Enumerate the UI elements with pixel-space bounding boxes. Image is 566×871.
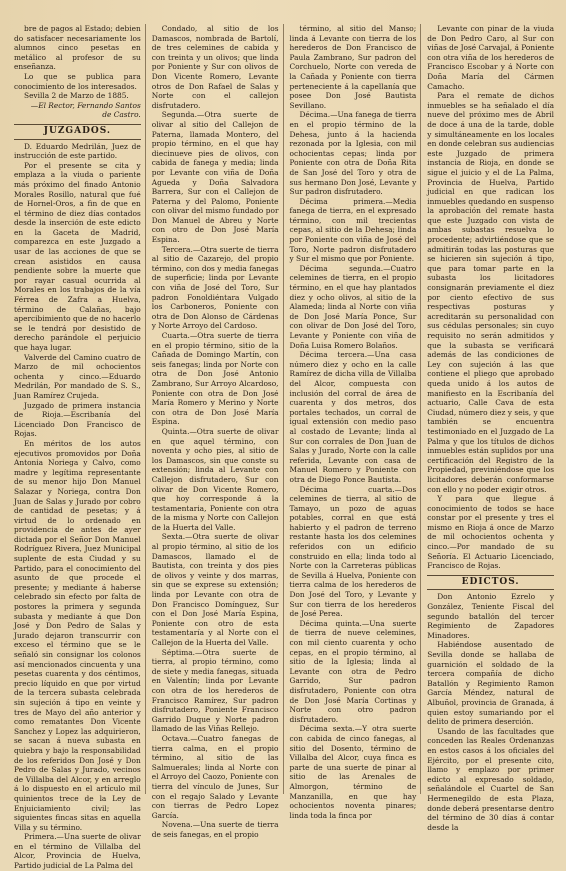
column-4	[427, 24, 554, 832]
paragraph: Habiéndose ausentado de Sevilla donde se hallaba de guarnición el soldado de la tercera compañía de dicho Batallón y Regimiento Ramon García Méndez, natural de Albuñol, provincia de Granada, á quien estoy sumariando por el delito de primera deserción.	[427, 640, 554, 727]
paragraph: Décima sexta.—Y otra suerte con cabida de cinco fanegas, al sitio del Dosento, término de Villalba del Alcor, cuya finca es parte de una suerte de pinar al sitio de las Arenales de Almorgon, término de Manzanilla, en que hay ochocientos noventa pinares; linda toda la finca por	[289, 724, 417, 820]
date-line: Sevilla 2 de Marzo de 1885.	[24, 91, 129, 101]
paragraph: Novena.—Una suerte de tierra de seis fanegas, en el propio	[151, 820, 279, 839]
signature: —El Rector, Fernando Santos de Castro.	[30, 100, 141, 120]
paragraph: Octava.—Cuatro fanegas de tierra calma, en el propio término, al sitio de las Salmuerales; linda al Norte con el Arroyo del Caozo, Poniente con tierra del vínculo de Junes, Sur con el regajo Salado y Levante con tierras de Pedro Lopez García.	[151, 733, 279, 820]
text-columns	[14, 24, 554, 871]
paragraph: Décima cuarta.—Dos celemines de tierra, al sitio de Tamayo, un pozo de aguas potables, corral en que está habierto y el padron de terreno restante hasta los dos celemines referidos con un edificio construido en ella; linda todo al Norte con la Carreteras públicas de Sevilla á Huelva, Poniente con tierra calma de los herederos de Don José del Toro, y Levante y Sur con tierra de los herederos de José Perea.	[289, 484, 417, 619]
paragraph: Tercera.—Otra suerte de tierra al sitio de Cazarejo, del propio término, con dos y media fanegas de superficie; linda por Levante con viña de José del Toro, Sur padron Fonoldiéntara Vulgado los Carboneros, Poniente con otra de Don Alonso de Cárdenas y Norte Arroyo del Cardoso.	[151, 244, 279, 331]
column-3	[289, 24, 422, 820]
paragraph: Juzgado de primera instancia de Rioja.—Escribanía del Licenciado Don Francisco de Rojas.	[14, 400, 141, 439]
paragraph: Quinta.—Otra suerte de olivar en que aquel término, con noventa y ocho pies, al sitio de los Damascos, sin que conste su extensión; linda al Levante con Callejon disfrutadero, Sur con olivar de Don Vicente Romero, que hoy corresponde á la testamentaria, Poniente con otra de la misma y Norte con Callejon de la Huerta del Valle.	[151, 426, 279, 532]
paragraph: Cuarta.—Otra suerte de tierra en el propio término, sitio de la Cañada de Domingo Martín, con seis fanegas; linda por Norte con otra de Don José Antonio Zambrano, Sur Arroyo Alcardoso, Poniente con otra de Don José María Romero y Merino y Norte con otra de Don José María Espina.	[151, 331, 279, 427]
column-1	[14, 24, 146, 871]
paragraph: Y para que llegue á conocimiento de todos se hace constar por el presente y tres el mismo en Rioja á once de Marzo de mil ochocientos ochenta y cinco.—Por mandado de su Señoría. El Actuario Licenciado, Francisco de Rojas.	[427, 494, 554, 571]
paragraph: Décima.—Una fanega de tierra en el propio término de la Dehesa, junto á la hacienda rezonada por la Iglesia, con mil ochocientas cepas; linda por Poniente con otra de Doña Rita de San José del Toro y otra de sus hermano Don José, Levante y Sur padron disfrutadero.	[289, 110, 417, 197]
paragraph: Décima segunda.—Cuatro celemines de tierra, en el propio término, en el que hay plantados diez y ocho olivos, al sitio de la Alameda; linda al Norte con viña de Don José María Ponce, Sur con olivar de Don José del Toro, Levante y Poniente con viña de Doña Luisa Romero Bolaños.	[289, 263, 417, 350]
paragraph: Por el presente se cita y emplaza a la viuda o pariente más próximo del finado Antonio Morales Rosillo, natural que fué de Hornel-Oros, a fin de que en el término de diez días contados desde la inserción de este edicto en la Gaceta de Madrid, comparezca en este Juzgado a usar de las acciones de que se crean asistidos en causa pendiente sobre la muerte que por rayar casual ocurrida al Morales en los trabajos de la vía Férrea de Zafra a Huelva, término de Calañas, bajo apercibimiento que de no hacerlo se le tendrá por desistido de derecho parándole el perjuicio que haya lugar.	[14, 160, 141, 352]
paragraph: D. Eduardo Medrilán, Juez de instrucción de este partido.	[14, 141, 141, 161]
paragraph: Levante con pinar de la viuda de Don Pedro Caro, al Sur con viñas de José Carvajal, á Poniente con otra viña de los herederos de Francisco Escobar y á Norte con Doña María del Cármen Camacho.	[427, 24, 554, 91]
paragraph: Primera.—Una suerte de olivar en el término de Villalba del Alcor, Provincia de Huelva, Partido judicial de La Palma del	[14, 832, 141, 871]
paragraph: Valverde del Camino cuatro de Marzo de mil ochocientos ochenta y cinco.—Eduardo Medrilán, Por mandado de S. S., Juan Ramírez Crujeda.	[14, 352, 141, 400]
paragraph: Séptima.—Otra suerte de tierra, al propio término, como de siete y media fanegas, situada en Valentín; linda por Levante con otra de los herederos de Francisco Ramírez, Sur padron disfrutadero, Poniente Francisco Garrido Duque y Norte padron llamado de las Viñas Rellejo.	[151, 647, 279, 734]
section-title-juzgados: JUZGADOS.	[14, 124, 141, 140]
paragraph: Usando de las facultades que conceden las Reales Ordenanzas en estos casos á los oficiales del Ejército, por el presente cito, llamo y emplazo por primer edicto al expresado soldado, señalándole el Cuartel de San Hermenegildo de esta Plaza, donde deberá presentarse dentro del término de 30 días á contar desde la	[427, 726, 554, 832]
paragraph: Décima quinta.—Una suerte de tierra de nueve celemines, con mil ciento cuarenta y ocho cepas, en el propio término, al sitio de la Iglesia; linda al Levante con otra de Pedro Garrido, Sur padron disfrutadero, Poniente con otra de Don José María Cortinas y Norte con otro padron disfrutadero.	[289, 618, 417, 724]
paragraph: En méritos de los autos ejecutivos promovidos por Doña Antonia Noriega y Calvo, como madre y legítima representante de su menor hijo Don Manuel Salazar y Noriega, contra Don Juan de Salas y Jurado por cobro de cantidad de pesetas; y á virtud de lo ordenado en providencia de antes de ayer dictada por el Señor Don Manuel Rodríguez Rivera, Juez Municipal suplente de esta Ciudad y su Partido, para el conocimiento del asunto de que procede el presente; y mediante á haberse celebrado sin efecto por falta de postores la primera y segunda subasta y mediante á que Don José y Don Pedro de Salas y Jurado dejaron transcurrir con exceso el término que se le señaló sin consignar los colonos así mencionados cincuenta y una pesetas cuarenta y dos céntimos, precio líquido en que por virtud de la tercera subasta celebrada sin sujeción á tipo en veinte y tres de Mayo del año anterior y como rematantes Don Vicente Sanchez y Lopez las adquirieron, se sacan á nueva subasta en quiebra y bajo la responsabilidad de los referidos Don José y Don Pedro de Salas y Jurado, vecinos de Villalba del Alcor, y en arreglo á lo dispuesto en el artículo mil quinientos trece de la Ley de Enjuiciamiento civil; las siguientes fincas sitas en aquella Villa y su término.	[14, 438, 141, 832]
paragraph: término, al sitio del Manso; linda á Levante con tierra de los herederos de Don Francisco de Paula Zambrano, Sur padron del Corchuelo, Norte con vereda de la Cañada y Poniente con tierra perteneciente á la capellanía que posee Don José Bautista Sevillano.	[289, 24, 417, 110]
paragraph: Décima primera.—Media fanega de tierra, en el expresado término, con mil trecientas cepas, al sitio de la Dehesa; linda por Poniente con viña de José del Toro, Norte padron disfrutadero y Sur el mismo que por Poniente.	[289, 196, 417, 264]
paragraph: Lo que se publica para conocimiento de los interesados.	[14, 71, 141, 91]
paragraph: bre de pagos al Estado; debien do satisfacer necesariamente los alumnos cinco pesetas en metálico al profesor de su enseñanza.	[14, 24, 141, 72]
paragraph: Sexta.—Otra suerte de olivar al propio término, al sitio de los Damascos, llamado el de Bautista, con treinta y dos pies de olivos y veinte y dos marras, sin que se exprese su extensión; linda por Levante con otra de Don Francisco Domínguez, Sur con el Don José María Espina, Poniente con otro de esta testamentaría y al Norte con el Callejon de la Huerta del Valle.	[151, 532, 279, 647]
paragraph: Para el remate de dichos inmuebles se ha señalado el día nueve del próximo mes de Abril de doce á una de la tarde, doble y simultáneamente en los locales en donde celebran sus audiencias este Juzgado de primera instancia de Rioja, en donde se sigue el juicio y el de La Palma, Provincia de Huelva, Partido judicial en que radican los inmuebles quedando en suspenso la aprobación del remate hasta que este Juzgado con vista de ambas subastas resuelva lo procedente; advirtiéndose que se admitirán todas las posturas que se hicieren sin sujeción á tipo, que para tomar parte en la subasta los licitadores consignarán previamente el diez por ciento efectivo de sus respectivas posturas y acreditarán su personalidad con sus cédulas personales; sin cuyo requisito no serán admitidos y que la subasta se verificará además de las condiciones de Ley con sujeción á las que contiene el pliego que aprobado queda unido á los autos de manifiesto en la Escribanía del actuario, Calle Cava de esta Ciudad, número diez y seis, y que también se encuentra testimoniado en el Juzgado de La Palma y que los títulos de dichos inmuebles están suplidos por una certificación del Registro de la Propiedad, previniéndose que los licitadores deberán conformarse con ello y no poder exigir otros.	[427, 91, 554, 494]
column-2	[151, 24, 284, 839]
section-title-edictos: EDICTOS.	[427, 575, 554, 591]
paragraph: Segunda.—Otra suerte de olivar al sitio del Callejon de Paterna, llamada Montero, del propio término, en el que hay diecinueve pies de olivos, con cabida de fanega y media; linda por Levante con viña de Doña Agueda y Doña Salvadora Barrera, Sur con el Callejon de Paterna y del Palomo, Poniente con olivar del mismo fundado por Don Manuel de Abreu y Norte con otro de Don José María Espina.	[151, 110, 279, 245]
paragraph: Don Antonio Ezrelo y González, Teniente Fiscal del segundo batallón del tercer Regimiento de Zapadores Minadores.	[427, 592, 554, 640]
paragraph: Condado, al sitio de los Damascos, nombrada de Bartolí, de tres celemines de cabida y con treinta y un olivos; que linda por Poniente y Sur con olivos de Don Vicente Romero, Levante otros de Don Rafael de Salas y Norte con el callejon disfrutadero.	[151, 24, 279, 110]
paragraph: Décima tercera.—Una casa número diez y ocho en la calle Ramírez de dicha villa de Villalba del Alcor, compuesta con inclusión del corral de área de cuarenta y dos metros, dos portales techados, un corral de igual extensión con medio paso al costado de Levante; linda al Sur con corrales de Don Juan de Salas y Jurado, Norte con la calle referida, Levante con casa de Manuel Romero y Poniente con otra de Diego Ponce Bautista.	[289, 350, 417, 484]
